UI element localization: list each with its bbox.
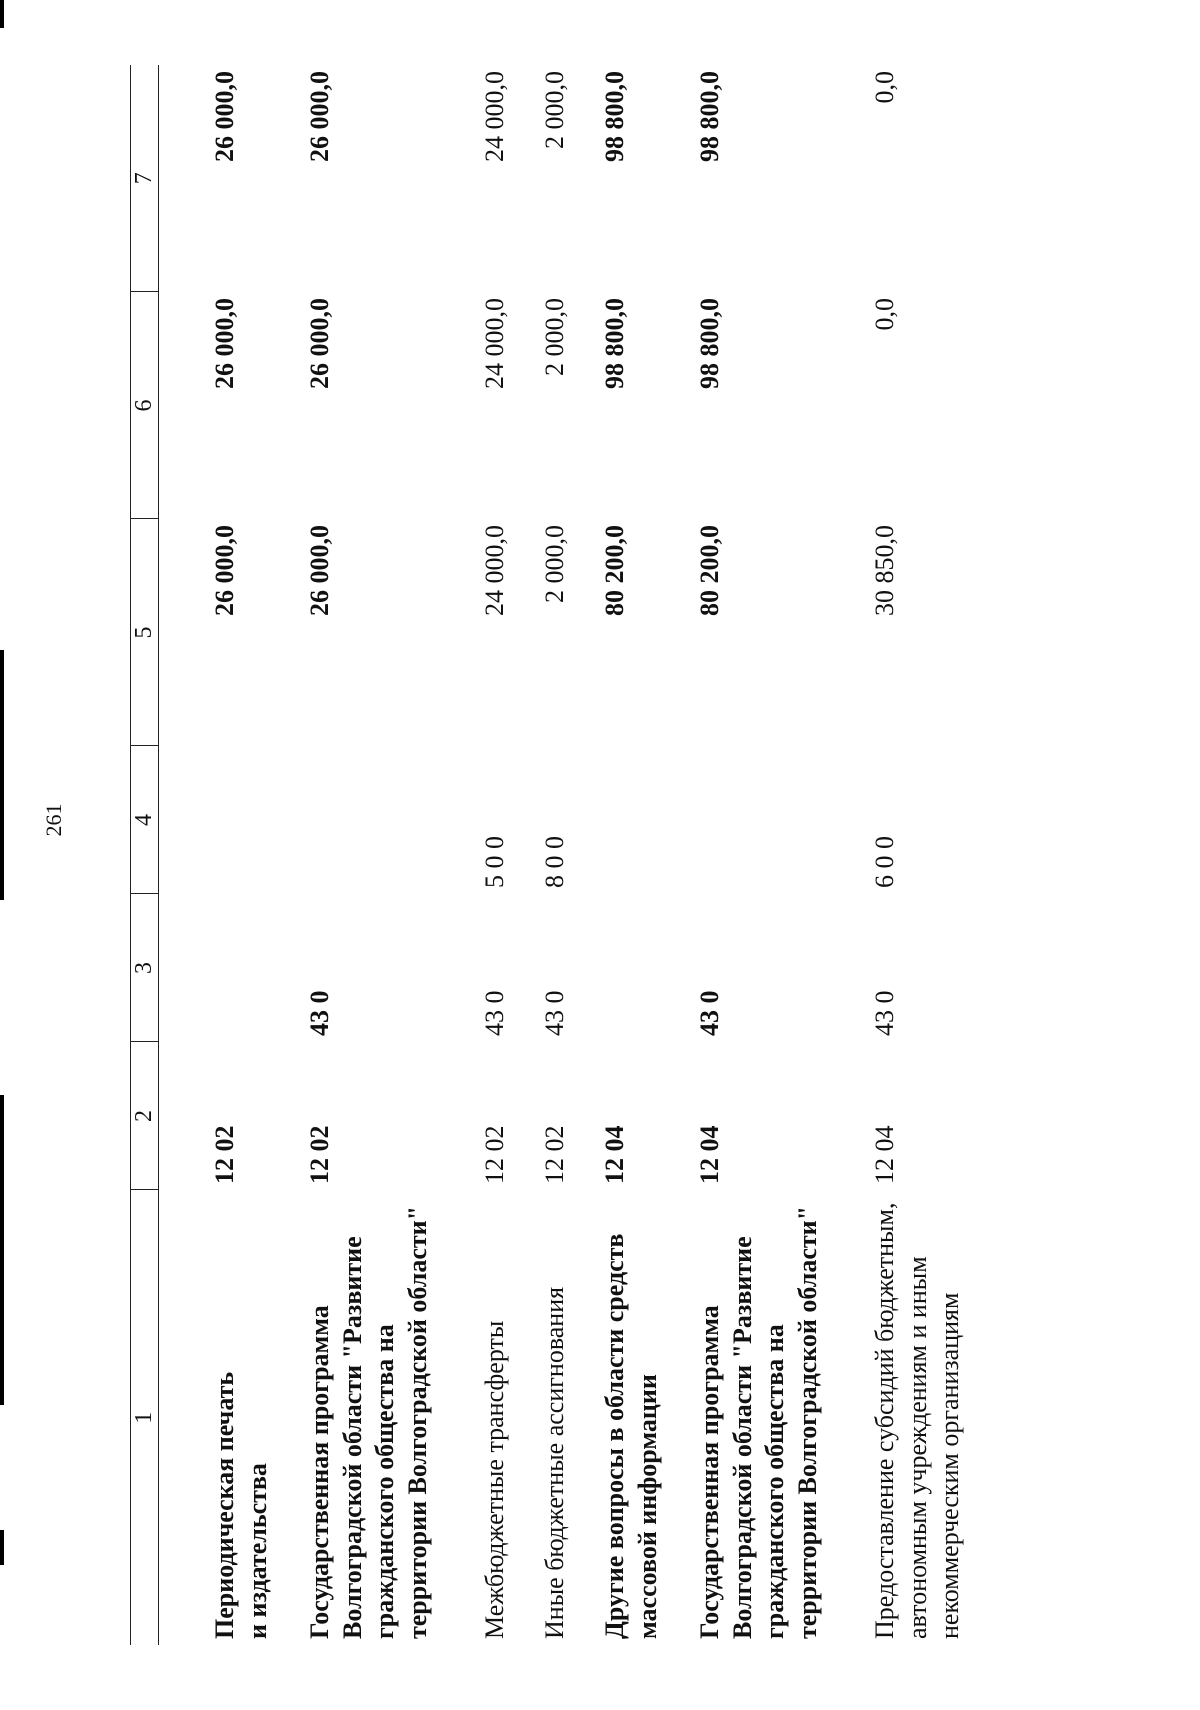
- table-row: [869, 65, 989, 1645]
- row-amount-5: 26 000,0: [305, 525, 334, 616]
- row-program-code: 43 0: [870, 990, 899, 1036]
- row-program-code: 43 0: [305, 990, 334, 1036]
- row-amount-7: 0,0: [870, 71, 899, 104]
- column-header-5: 5: [131, 519, 159, 746]
- scan-edge-bottom: [0, 1530, 4, 1565]
- row-amount-7: 2 000,0: [540, 71, 569, 149]
- column-header-4: 4: [131, 746, 159, 894]
- row-amount-6: 26 000,0: [210, 298, 239, 389]
- row-name: Иные бюджетные ассигнования: [540, 1286, 569, 1639]
- column-number-row: [131, 65, 159, 1645]
- row-program-code: 43 0: [480, 990, 509, 1036]
- row-expense-type: 6 0 0: [870, 836, 899, 888]
- row-amount-5: 26 000,0: [210, 525, 239, 616]
- scan-edge-lower: [0, 1095, 4, 1405]
- row-amount-6: 0,0: [870, 298, 899, 331]
- table-row: [694, 65, 869, 1645]
- row-amount-7: 26 000,0: [305, 71, 334, 162]
- row-amount-6: 24 000,0: [480, 298, 509, 389]
- row-expense-type: [599, 746, 694, 894]
- row-amount-5: 2 000,0: [540, 525, 569, 603]
- row-amount-6: 98 800,0: [695, 298, 724, 389]
- row-section-code: 12 04: [695, 1125, 724, 1184]
- row-expense-type: [209, 746, 304, 894]
- scan-edge-top: [0, 0, 4, 28]
- row-program-code: 43 0: [695, 990, 724, 1036]
- table-row: [479, 65, 539, 1645]
- column-header-1: 1: [131, 1190, 159, 1645]
- row-name: Предоставление субсидий бюджетным, автономным учреждениям и иным некоммерческим организациям: [870, 1202, 964, 1639]
- rotated-page: [130, 65, 1070, 1645]
- column-header-6: 6: [131, 292, 159, 519]
- row-amount-7: 24 000,0: [480, 71, 509, 162]
- row-expense-type: [694, 746, 869, 894]
- page-number: 261: [41, 803, 66, 837]
- table-row: [304, 65, 479, 1645]
- budget-table: [130, 65, 989, 1645]
- row-name: Межбюджетные трансферты: [480, 1320, 509, 1639]
- row-amount-7: 98 800,0: [600, 71, 629, 162]
- table-row: [599, 65, 694, 1645]
- table-row: [209, 65, 304, 1645]
- row-section-code: 12 02: [210, 1125, 239, 1184]
- row-amount-5: 30 850,0: [870, 525, 899, 616]
- row-amount-5: 80 200,0: [600, 525, 629, 616]
- row-section-code: 12 04: [870, 1125, 899, 1184]
- row-name: Периодическая печать и издательства: [210, 1371, 272, 1639]
- row-section-code: 12 02: [305, 1125, 334, 1184]
- row-section-code: 12 02: [540, 1125, 569, 1184]
- row-program-code: [599, 894, 694, 1042]
- row-expense-type: 5 0 0: [480, 836, 509, 888]
- row-expense-type: 8 0 0: [540, 836, 569, 888]
- column-header-2: 2: [131, 1042, 159, 1190]
- row-name: Государственная программа Волгоградской области "Развитие гражданского общества на территории Волгоградской области": [305, 1205, 432, 1639]
- row-expense-type: [304, 746, 479, 894]
- row-program-code: 43 0: [540, 990, 569, 1036]
- row-section-code: 12 04: [600, 1125, 629, 1184]
- row-program-code: [209, 894, 304, 1042]
- row-amount-6: 26 000,0: [305, 298, 334, 389]
- row-section-code: 12 02: [480, 1125, 509, 1184]
- row-amount-5: 24 000,0: [480, 525, 509, 616]
- row-amount-7: 26 000,0: [210, 71, 239, 162]
- row-amount-6: 98 800,0: [600, 298, 629, 389]
- row-amount-5: 80 200,0: [695, 525, 724, 616]
- column-header-7: 7: [131, 65, 159, 292]
- row-name: Государственная программа Волгоградской области "Развитие гражданского общества на территории Волгоградской области": [695, 1205, 822, 1639]
- column-header-3: 3: [131, 894, 159, 1042]
- row-amount-6: 2 000,0: [540, 298, 569, 376]
- row-name: Другие вопросы в области средств массовой информации: [600, 1233, 662, 1639]
- table-row: [539, 65, 599, 1645]
- scan-edge-middle: [0, 650, 4, 900]
- row-amount-7: 98 800,0: [695, 71, 724, 162]
